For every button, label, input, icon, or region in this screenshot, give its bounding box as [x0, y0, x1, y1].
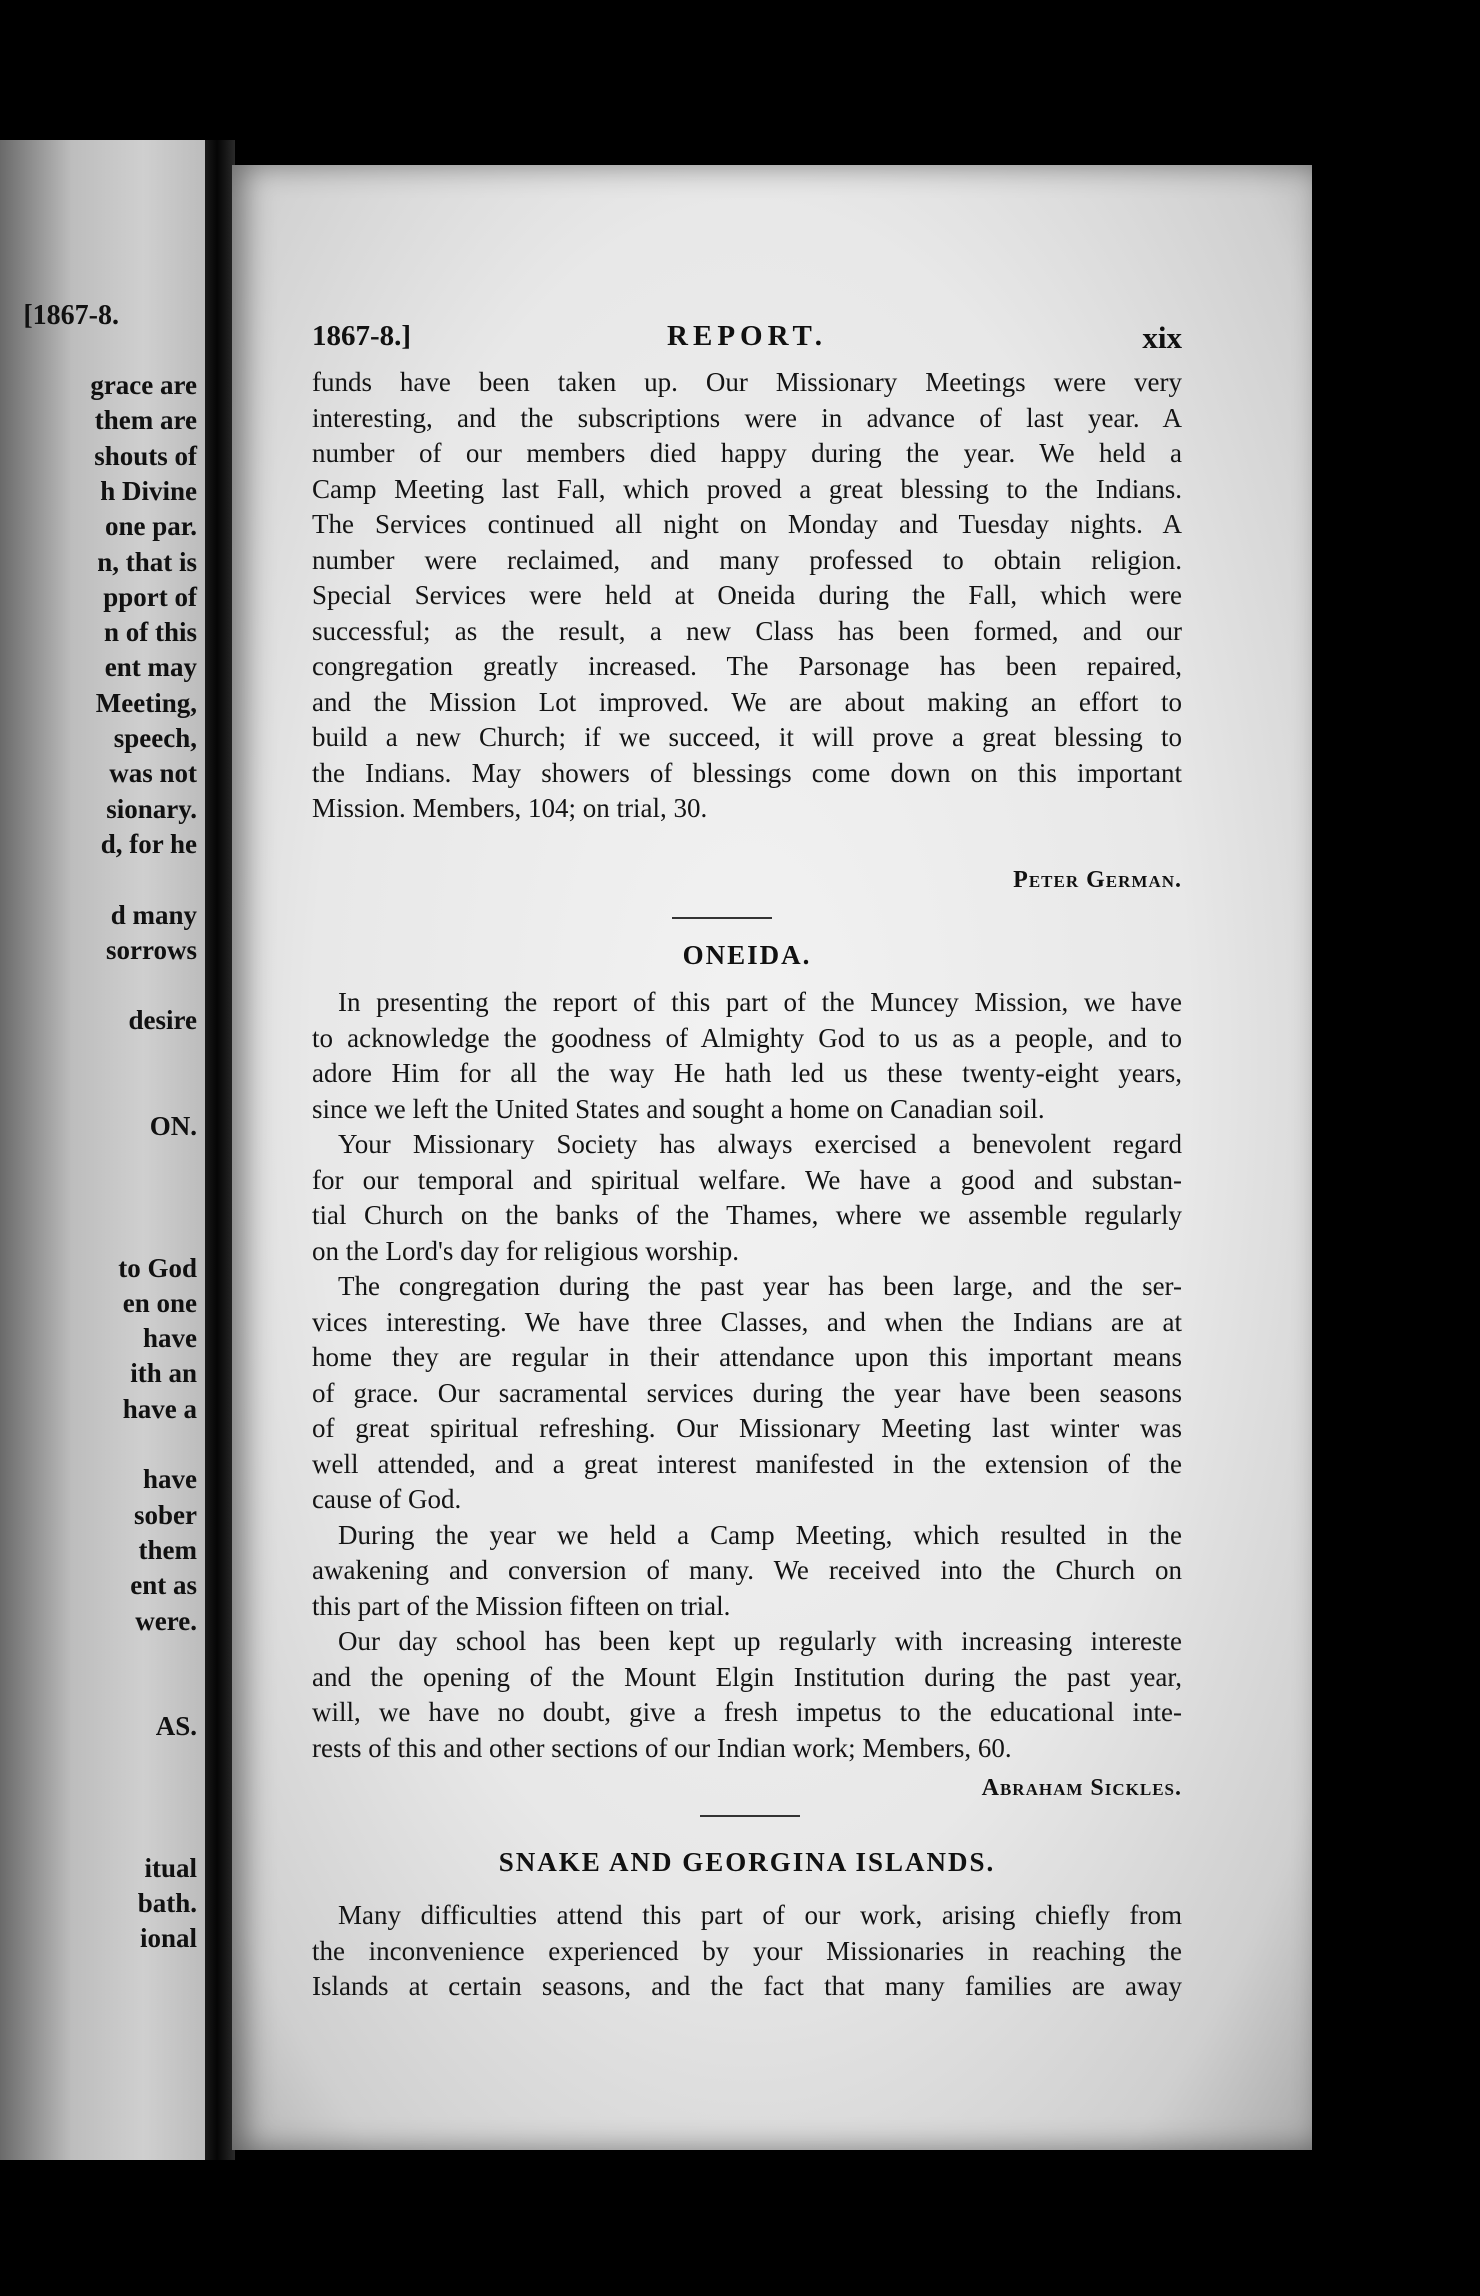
section-title-oneida: ONEIDA. — [682, 940, 812, 970]
report-line: Many difficulties attend this part of our work, arising chiefly from — [338, 1900, 1182, 1930]
facing-page-line: pport of — [103, 581, 197, 612]
report-line: on the Lord's day for religious worship. — [312, 1235, 740, 1266]
page-number: xix — [1142, 320, 1182, 355]
facing-page-line: bath. — [137, 1887, 197, 1918]
report-line: since we left the United States and sought a home on Canadian soil. — [312, 1093, 1045, 1124]
facing-page-line: n, that is — [97, 546, 197, 577]
report-line: Mission. Members, 104; on trial, 30. — [312, 793, 708, 823]
facing-page-line: ent as — [130, 1570, 197, 1601]
report-line: Islands at certain seasons, and the fact that many families are away — [312, 1971, 1182, 2001]
snake-islands-report-body — [312, 1898, 1182, 2005]
facing-page-line: sionary. — [106, 793, 197, 824]
facing-page-line: AS. — [155, 1711, 197, 1742]
report-line: rests of this and other sections of our Indian work; Members, 60. — [312, 1732, 1012, 1763]
report-line: this part of the Mission fifteen on trial. — [312, 1590, 731, 1621]
facing-page-line: to God — [118, 1252, 197, 1283]
report-line: well attended, and a great interest manifested in the extension of the — [312, 1448, 1182, 1479]
facing-page-line: en one — [122, 1287, 197, 1318]
facing-page-line: itual — [144, 1852, 197, 1883]
facing-page-line: one par. — [104, 511, 197, 542]
report-line: Your Missionary Society has always exercised a benevolent regard — [338, 1129, 1182, 1159]
facing-page-line: shouts of — [94, 440, 197, 471]
signature-peter-german: Peter German. — [1013, 867, 1182, 893]
report-line: and the Mission Lot improved. We are about making an effort to — [312, 686, 1182, 717]
facing-page-line: n of this — [103, 617, 197, 648]
facing-page-line: sorrows — [106, 934, 197, 965]
report-line: the Indians. May showers of blessings come down on this important — [312, 757, 1182, 788]
report-line: interesting, and the subscriptions were in advance of last year. A — [312, 402, 1182, 433]
report-line: the inconvenience experienced by your Missionaries in reaching the — [312, 1935, 1182, 1966]
book-gutter — [205, 140, 235, 2160]
report-line: The Services continued all night on Monday and Tuesday nights. A — [312, 509, 1182, 539]
report-line: number of our members died happy during the year. We held a — [312, 438, 1182, 468]
report-line: Special Services were held at Oneida during the Fall, which were — [312, 580, 1182, 610]
facing-page-line: Meeting, — [95, 687, 197, 718]
facing-page — [0, 140, 205, 2160]
report-line: for our temporal and spiritual welfare. We have a good and substan- — [312, 1164, 1182, 1195]
report-line: build a new Church; if we succeed, it will prove a great blessing to — [312, 722, 1182, 752]
report-page — [232, 165, 1312, 2150]
section-title-snake-georgina: SNAKE AND GEORGINA ISLANDS. — [498, 1847, 996, 1877]
facing-page-line: ent may — [104, 652, 197, 683]
facing-page-line: have — [143, 1323, 197, 1354]
header-title: REPORT. — [667, 320, 827, 352]
report-line: During the year we held a Camp Meeting, which resulted in the — [338, 1519, 1182, 1550]
oneida-report-body — [312, 985, 1182, 1766]
facing-page-line: d, for he — [100, 828, 197, 859]
report-line: number were reclaimed, and many professed to obtain religion. — [312, 544, 1182, 575]
report-line: The congregation during the past year has been large, and the ser- — [338, 1271, 1182, 1301]
report-line: vices interesting. We have three Classes, and when the Indians are at — [312, 1306, 1182, 1337]
report-line: to acknowledge the goodness of Almighty God to us as a people, and to — [312, 1022, 1182, 1053]
report-line: awakening and conversion of many. We received into the Church on — [312, 1555, 1182, 1585]
report-line: congregation greatly increased. The Parsonage has been repaired, — [312, 651, 1182, 681]
report-line: and the opening of the Mount Elgin Institution during the past year, — [312, 1661, 1182, 1692]
report-line: Our day school has been kept up regularly with increasing intereste — [338, 1626, 1182, 1656]
report-line: adore Him for all the way He hath led us these twenty-eight years, — [312, 1058, 1182, 1088]
section-divider — [672, 917, 772, 919]
report-line: of grace. Our sacramental services during the year have been seasons — [312, 1377, 1182, 1408]
facing-page-line: have a — [122, 1393, 197, 1424]
facing-page-line: h Divine — [100, 475, 197, 506]
report-line: home they are regular in their attendance upon this important means — [312, 1342, 1182, 1372]
report-line: will, we have no doubt, give a fresh impetus to the educational inte- — [312, 1697, 1182, 1727]
facing-page-line: ional — [139, 1923, 197, 1954]
facing-page-line: d many — [110, 899, 197, 930]
facing-page-line: were. — [135, 1605, 197, 1636]
facing-page-line: have — [143, 1464, 197, 1495]
facing-page-line: ON. — [149, 1111, 197, 1142]
section-divider — [700, 1815, 800, 1817]
facing-page-line: was not — [109, 758, 197, 789]
running-header — [312, 320, 1182, 360]
report-line: successful; as the result, a new Class has been formed, and our — [312, 615, 1182, 646]
signature-abraham-sickles: Abraham Sickles. — [981, 1775, 1182, 1801]
facing-page-line: ith an — [130, 1358, 197, 1389]
facing-page-line: grace are — [90, 370, 197, 400]
german-report-body — [312, 365, 1182, 827]
facing-page-line: sober — [134, 1499, 197, 1530]
facing-page-header: [1867-8. — [23, 300, 119, 331]
report-line: tial Church on the banks of the Thames, where we assemble regularly — [312, 1200, 1182, 1230]
report-line: of great spiritual refreshing. Our Missionary Meeting last winter was — [312, 1413, 1182, 1443]
facing-page-line: them are — [94, 405, 197, 436]
facing-page-line: speech, — [113, 723, 197, 753]
report-line: Camp Meeting last Fall, which proved a great blessing to the Indians. — [312, 473, 1182, 504]
facing-page-line: desire — [128, 1005, 197, 1036]
facing-page-line: them — [138, 1534, 197, 1565]
report-line: In presenting the report of this part of the Muncey Mission, we have — [338, 987, 1182, 1017]
report-line: funds have been taken up. Our Missionary Meetings were very — [312, 367, 1182, 397]
report-line: cause of God. — [312, 1484, 462, 1514]
header-year: 1867-8.] — [312, 320, 412, 352]
